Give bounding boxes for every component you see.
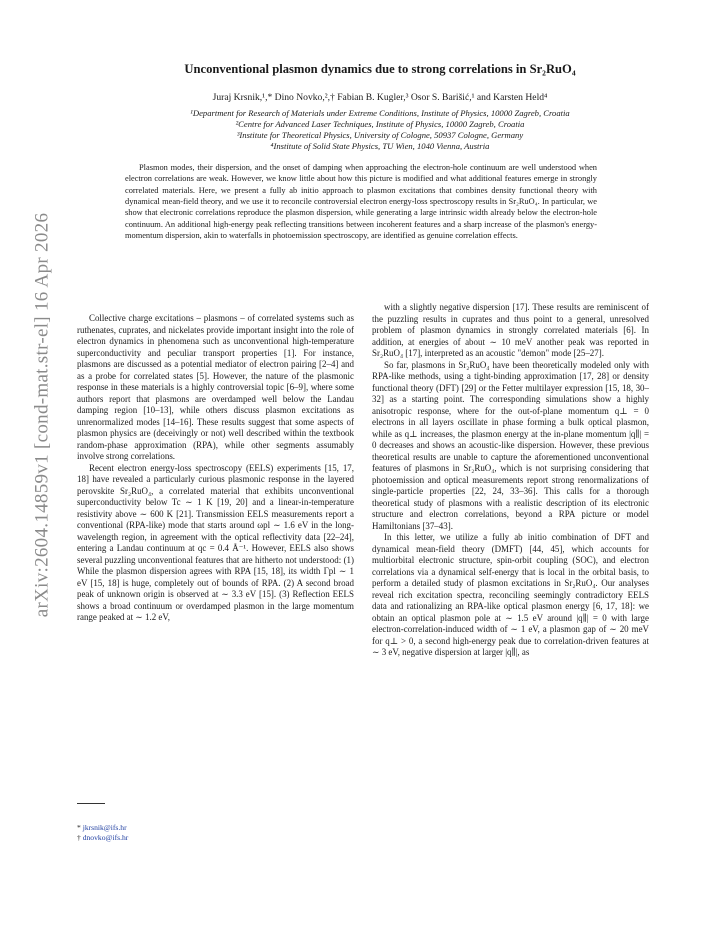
- arxiv-stamp-text: arXiv:2604.14859v1 [cond-mat.str-el] 16 Apr 2026: [31, 212, 53, 618]
- abstract: Plasmon modes, their dispersion, and the onset of damping when approaching the electron-hole continuum are well understood when electron correlations are weak. However, we know little about how this picture is modified and what additional features emerge in strongly correlated materials. Here, we present a fully ab initio approach to plasmon excitations that combines density functional theory with dynamical mean-field theory, and we use it to reconcile controversial electron energy-loss spectroscopy results in Sr₂RuO₄. In particular, we show that electronic correlations reproduce the plasmon dispersion, while generating a large intrinsic width already below the electron-hole continuum. An additional high-energy peak reflecting transitions between incoherent features and a sharp increase of the plasmon's energy-momentum dispersion, akin to waterfalls in photoemission spectroscopy, are identified as genuine correlation effects.: [125, 163, 597, 241]
- paragraph: In this letter, we utilize a fully ab initio combination of DFT and dynamical mean-field theory (DMFT) [44, 45], which accounts for multiorbital electronic structure, spin-orbit coupling (SOC), and electron correlations via a dynamical self-energy that is local in the orbital basis, to perform a detailed study of plasmon excitations in Sr₂RuO₄. Our analyses reveal rich excitation spectra, reconciling seemingly contradictory EELS data and rationalizing an RPA-like optical plasmon energy [6, 17, 18]: we obtain an optical plasmon pole at ∼ 1.5 eV around |q∥| = 0 with large electron-correlation-induced width of ∼ 1 eV, a plasmon gap of ∼ 20 meV for q⊥ > 0, a second high-energy peak due to correlation-driven features at ∼ 3 eV, negative dispersion at larger |q∥|, as: [372, 532, 649, 657]
- affiliations: [80, 108, 680, 152]
- email-link[interactable]: dnovko@ifs.hr: [82, 832, 129, 842]
- paragraph: So far, plasmons in Sr₂RuO₄ have been theoretically modeled only with RPA-like methods, using a tight-binding approximation [17, 28] or density functional theory (DFT) [29] or the Fetter multilayer expression [15, 18, 30–32] as a starting point. The corresponding simulations show a highly anisotropic response, where for the out-of-plane momentum q⊥ = 0 electrons in all layers oscillate in phase forming a bulk optical plasmon, while as q⊥ increases, the plasmon energy at the in-plane momentum |q∥| = 0 decreases and shows an acoustic-like dispersion. However, these previous theoretical results are unable to capture the aforementioned unconventional features of plasmons in Sr₂RuO₄, which is not surprising considering that photoemission and optical measurements report strong renormalizations of single-particle properties [22, 24, 33–36]. This calls for a thorough theoretical study of plasmons with a realistic description of its electronic structure and electron correlations, beyond a RPA picture or model Hamiltonians [37–43].: [372, 359, 649, 531]
- paragraph: Recent electron energy-loss spectroscopy (EELS) experiments [15, 17, 18] have revealed a particularly curious plasmonic response in the layered perovskite Sr₂RuO₄, a correlated material that exhibits unconventional superconductivity below Tc ∼ 1 K [19, 20] and a linear-in-temperature resistivity above ∼ 600 K [21]. Transmission EELS measurements report a conventional (RPA-like) mode that starts around ωpl ∼ 1.6 eV in the long-wavelength region, in agreement with the optical reflectivity data [22–24], entering a Landau continuum at qc = 0.4 Å⁻¹. However, EELS also shows several puzzling unconventional features that are hitherto not understood: (1) While the plasmon dispersion agrees with RPA [15, 18], its width Γpl ∼ 1 eV [15, 18] is huge, completely out of bounds of RPA. (2) A second broad peak of unknown origin is observed at ∼ 3.3 eV [15]. (3) Reflection EELS shows a broad continuum or overdamped plasmon in the large momentum range peaked at ∼ 1.2 eV,: [77, 462, 354, 622]
- paper-title: Unconventional plasmon dynamics due to strong correlations in Sr₂RuO₄: [184, 62, 576, 76]
- email-link[interactable]: jkrsnik@ifs.hr: [82, 823, 127, 832]
- footnotes: [77, 823, 128, 843]
- paragraph: with a slightly negative dispersion [17]. These results are reminiscent of the puzzling results in cuprates and thus point to a general, unresolved problem of plasmon dynamics in strongly correlated materials [6]. In addition, at energies of about ∼ 10 meV another peak was reported in Sr₂RuO₄ [17], interpreted as an acoustic "demon" mode [25–27].: [372, 302, 649, 358]
- right-column: [372, 302, 649, 659]
- footnote-mark: †: [77, 832, 81, 842]
- author-list: Juraj Krsnik,¹,* Dino Novko,²,† Fabian B. Kugler,³ Osor S. Barišić,¹ and Karsten Held⁴: [212, 92, 548, 103]
- affiliation-2: ²Centre for Advanced Laser Techniques, Institute of Physics, 10000 Zagreb, Croatia: [235, 119, 525, 129]
- affiliation-1: ¹Department for Research of Materials under Extreme Conditions, Institute of Physics, 10000 Zagreb, Croatia: [190, 108, 570, 118]
- left-column: [77, 313, 354, 624]
- footnote-2: [77, 833, 128, 843]
- affiliation-4: ⁴Institute of Solid State Physics, TU Wien, 1040 Vienna, Austria: [270, 141, 490, 151]
- footnote-mark: *: [77, 823, 81, 832]
- paragraph: Collective charge excitations – plasmons – of correlated systems such as ruthenates, cuprates, and nickelates provide important insight into the role of electron dynamics in phenomena such as unconventional high-temperature superconductivity and peculiar transport properties [1]. For instance, plasmons are discussed as a potential mediator of electron pairing [2–4] and as a probe for correlated states [5]. However, the nature of the plasmonic response in these materials is a highly controversial topic [6–9], where some authors report that plasmons are overdamped well below the Landau damping region [10–13], while others discuss plasmon excitations as unrenormalized modes [14–16]. These results suggest that some aspects of plasmon physics are (deceivingly or not) well described within the textbook random-phase approximation (RPA), while other segments assumably involve strong correlations.: [77, 313, 354, 461]
- arxiv-stamp: [28, 180, 56, 650]
- footnote-1: [77, 823, 128, 833]
- affiliation-3: ³Institute for Theoretical Physics, University of Cologne, 50937 Cologne, Germany: [236, 130, 524, 140]
- footnote-divider: [77, 803, 105, 804]
